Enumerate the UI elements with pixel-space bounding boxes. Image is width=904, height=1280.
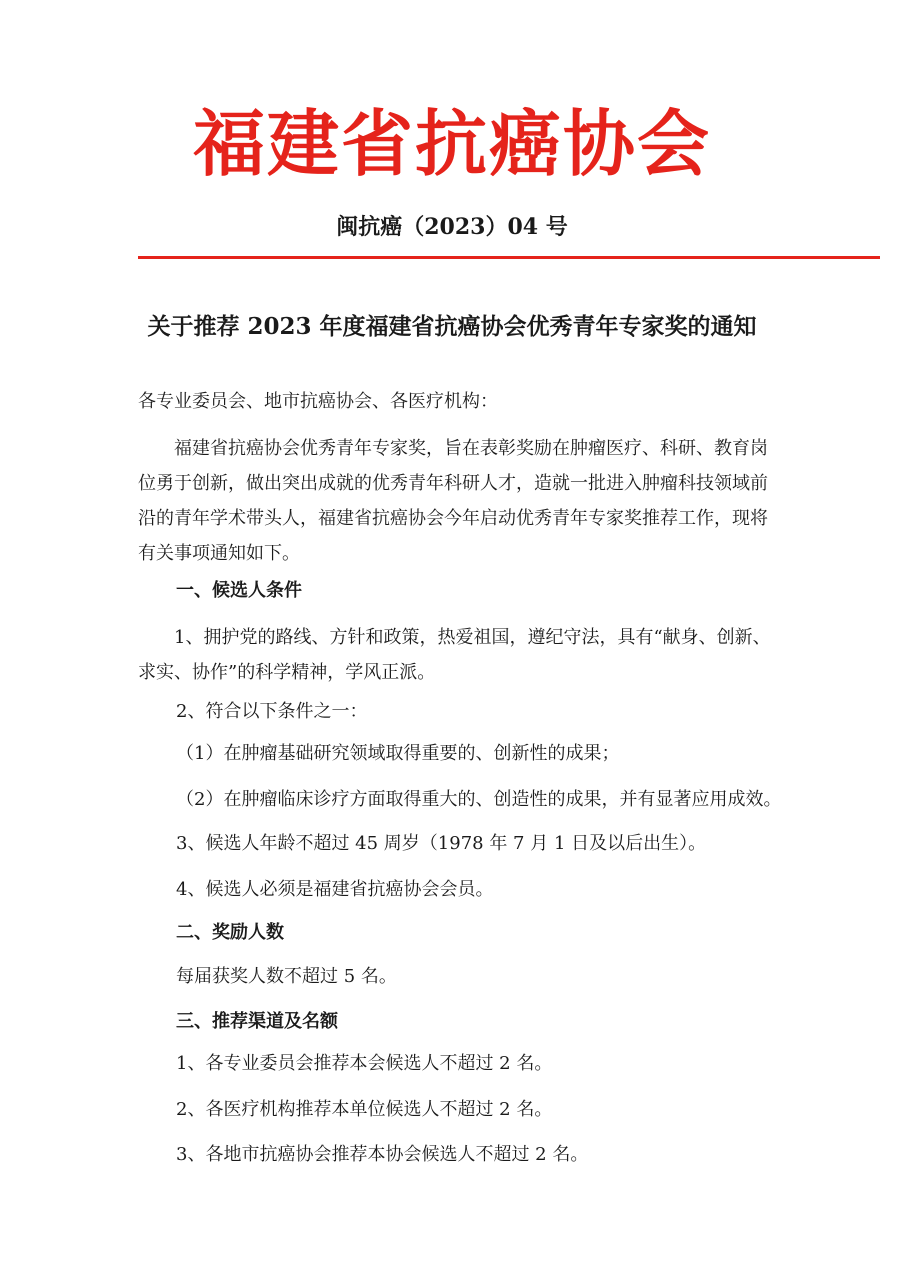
- intro-paragraph: [138, 431, 768, 571]
- document-title: 关于推荐 2023 年度福建省抗癌协会优秀青年专家奖的通知: [147, 313, 757, 340]
- condition-line: 求实、协作”的科学精神，学风正派。: [138, 662, 436, 683]
- award-count-text: 每届获奖人数不超过 5 名。: [176, 966, 397, 987]
- condition-2-option-1: （1）在肿瘤基础研究领域取得重要的、创新性的成果；: [176, 743, 620, 764]
- intro-line: 位勇于创新，做出突出成就的优秀青年科研人才，造就一批进入肿瘤科技领域前: [138, 473, 768, 494]
- salutation: 各专业委员会、地市抗癌协会、各医疗机构：: [138, 391, 498, 412]
- letterhead-divider: [138, 256, 880, 259]
- intro-line: 沿的青年学术带头人，福建省抗癌协会今年启动优秀青年专家奖推荐工作，现将: [138, 508, 768, 529]
- section-heading-award-count: 二、奖励人数: [176, 922, 284, 943]
- candidate-condition-1: [138, 620, 771, 690]
- section-heading-candidates: 一、候选人条件: [176, 580, 302, 601]
- nomination-channel-2: 2、各医疗机构推荐本单位候选人不超过 2 名。: [176, 1099, 553, 1120]
- document-number: 闽抗癌（2023）04 号: [336, 214, 568, 240]
- organization-letterhead: 福建省抗癌协会: [192, 102, 711, 186]
- condition-line: 1、拥护党的路线、方针和政策，热爱祖国，遵纪守法，具有“献身、创新、: [174, 627, 771, 648]
- nomination-channel-1: 1、各专业委员会推荐本会候选人不超过 2 名。: [176, 1053, 553, 1074]
- nomination-channel-3: 3、各地市抗癌协会推荐本协会候选人不超过 2 名。: [176, 1144, 589, 1165]
- candidate-condition-2: 2、符合以下条件之一：: [176, 701, 368, 722]
- condition-2-option-2: （2）在肿瘤临床诊疗方面取得重大的、创造性的成果，并有显著应用成效。: [176, 789, 782, 810]
- candidate-condition-4: 4、候选人必须是福建省抗癌协会会员。: [176, 879, 494, 900]
- intro-line: 福建省抗癌协会优秀青年专家奖，旨在表彰奖励在肿瘤医疗、科研、教育岗: [174, 438, 768, 459]
- intro-line: 有关事项通知如下。: [138, 543, 300, 564]
- section-heading-nomination-channels: 三、推荐渠道及名额: [176, 1011, 338, 1032]
- candidate-condition-3: 3、候选人年龄不超过 45 周岁（1978 年 7 月 1 日及以后出生）。: [176, 833, 707, 854]
